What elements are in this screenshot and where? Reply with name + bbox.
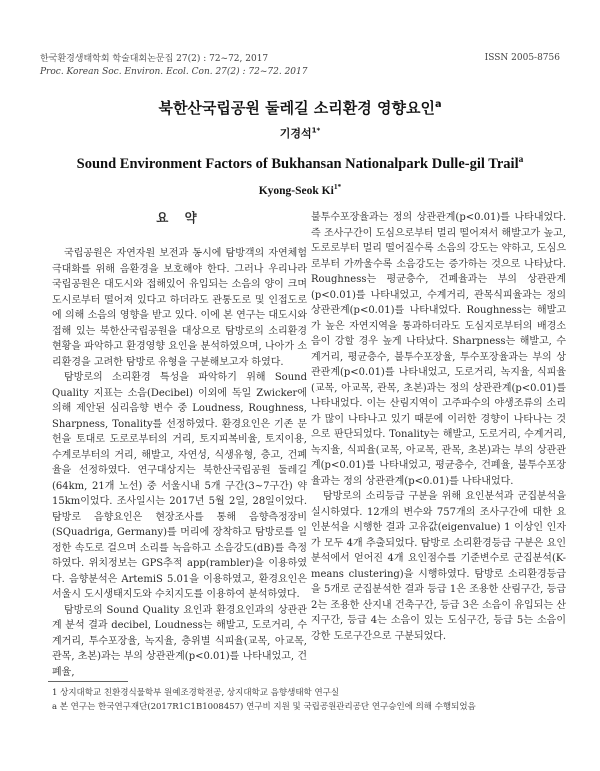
author-korean-name: 기경석	[279, 127, 312, 140]
author-english-name: Kyong-Seok Ki	[258, 185, 334, 197]
issn: ISSN 2005-8756	[484, 53, 560, 63]
journal-citation-ko: 한국환경생태학회 학술대회논문집 27(2) : 72~72, 2017	[40, 54, 269, 64]
title-english-sup: a	[518, 155, 524, 166]
author-english	[0, 182, 600, 197]
abstract-heading: 요 약	[156, 210, 203, 225]
footnote-funding: a 본 연구는 한국연구재단(2017R1C1B1008457) 연구비 지원 및 국립공원관리공단 연구승인에 의해 수행되었음	[52, 702, 476, 712]
author-korean	[0, 125, 600, 141]
abstract-right-column	[311, 210, 566, 644]
title-korean	[0, 97, 600, 118]
title-korean-text: 북한산국립공원 둘레길 소리환경 영향요인	[158, 99, 435, 117]
title-korean-sup: a	[434, 99, 442, 110]
abstract-paragraph: 국립공원은 자연자원 보전과 동시에 탐방객의 자연체험 극대화를 위해 음환경을 보호해야 한다. 그러나 우리나라 국립공원은 대도시와 접해있어 유입되는 소음의 양이 크며 도시로부터 떨어져 있다고 하더라도 관통도로 및 인접도로에 의해 소음의 영향을 받고 있다. 이에 본 연구는 대도시와 접해 있는 북한산국립공원을 대상으로 탐방로의 소리환경 현황을 파악하고 환경영향 요인을 분석하였으며, 나아가 소리환경을 고려한 탐방로 유형을 구분해보고자 하였다.	[52, 248, 307, 368]
abstract-paragraph: 탐방로의 소리환경 특성을 파악하기 위해 Sound Quality 지표는 소음(Decibel) 이외에 독일 Zwicker에 의해 제안된 심리음향 변수 중 Loudness, Roughness, Sharpness, Tonality를 선정하였다. 환경요인은 기존 문헌을 토대로 도로로부터의 거리, 토지피복비율, 토지이용, 수계로부터의 거리, 해발고, 자연성, 식생유형, 층고, 건폐율을 선정하였다. 연구대상지는 북한산국립공원 둘레길(64km, 21개 노선) 중 서울시내 5개 구간(3~7구간) 약 15km이었다. 조사일시는 2017년 5월 2일, 28일이었다. 탐방로 음향요인은 현장조사를 통해 음향측정장비(SQuadriga, Germany)를 머리에 장착하고 탐방로를 일정한 속도로 걸으며 소리를 녹음하고 소음강도(dB)를 측정하였다. 위치정보는 GPS추적 app(rambler)을 이용하였다. 음향분석은 ArtemiS 5.01을 이용하였고, 환경요인은 서울시 도시생태지도와 수치지도를 이용하여 분석하였다.	[52, 372, 307, 600]
abstract-paragraph: 탐방로의 Sound Quality 요인과 환경요인과의 상관관계 분석 결과 decibel, Loudness는 해발고, 도로거리, 수계거리, 투수포장율, 녹지율, 층위별 식피율(교목, 아교목, 관목, 초본)과는 부의 상관관계(p<0.01)를 나타내었고, 건폐율,	[52, 604, 307, 678]
footnote-rule	[48, 681, 128, 682]
abstract-paragraph: 불투수포장율과는 정의 상관관계(p<0.01)를 나타내었다. 즉 조사구간이 도심으로부터 멀리 떨어져서 해발고가 높고, 도로로부터 멀리 떨어질수록 소음의 강도는 약하고, 도심으로부터 가까울수록 소음강도는 증가하는 것으로 나타났다. Roughness는 평균층수, 건폐율과는 부의 상관관계(p<0.01)를 나타내었고, 수계거리, 관목식피율과는 정의 상관관계(p<0.01)를 나타내었다. Roughness는 해발고가 높은 자연지역을 통과하더라도 도심지로부터의 배경소음이 강할 경우 높게 나타났다. Sharpness는 해발고, 수계거리, 평균층수, 불투수포장율, 투수포장율과는 부의 상관관계(p<0.01)를 나타내었고, 도로거리, 녹지율, 식피율(교목, 아교목, 관목, 초본)과는 정의 상관관계(p<0.01)를 나타내었다. 이는 산림지역이 고주파수의 야생조류의 소리가 많이 나타나고 있기 때문에 이러한 경향이 나타나는 것으로 판단되었다. Tonality는 해발고, 도로거리, 수계거리, 녹지율, 식피율(교목, 아교목, 관목, 초본)과는 부의 상관관계(p<0.01)를 나타내었고, 평균층수, 건폐율, 불투수포장율과는 정의 상관관계(p<0.01)를 나타내었다.	[311, 212, 566, 487]
title-english	[0, 156, 600, 173]
title-english-text: Sound Environment Factors of Bukhansan Nationalpark Dulle-gil Trail	[76, 156, 519, 172]
abstract-left-column	[52, 210, 307, 680]
journal-citation-en: Proc. Korean Soc. Environ. Ecol. Con. 27(2) : 72~72. 2017	[40, 67, 308, 77]
abstract-paragraph: 탐방로의 소리등급 구분을 위해 요인분석과 군집분석을 실시하였다. 12개의 변수와 757개의 조사구간에 대한 요인분석을 시행한 결과 고유값(eigenvalue) 1 이상인 인자가 모두 4개 추출되었다. 탐방로 소리환경등급 구분은 요인분석에서 얻어진 4개 요인점수를 기준변수로 군집분석(K-means clustering)을 시행하였다. 탐방로 소리환경등급을 5개로 군집분석한 결과 등급 1은 조용한 산림구간, 등급 2는 조용한 산지내 건축구간, 등급 3은 소음이 유입되는 산지구간, 등급 4는 소음이 있는 도심구간, 등급 5는 소음이 강한 도로구간으로 구분되었다.	[311, 491, 566, 642]
author-korean-sup: 1*	[311, 125, 321, 135]
footnote-affiliation: 1 상지대학교 친환경식물학부 원예조경학전공, 상지대학교 음향생태학 연구실	[52, 688, 340, 698]
author-english-sup: 1*	[333, 182, 342, 192]
